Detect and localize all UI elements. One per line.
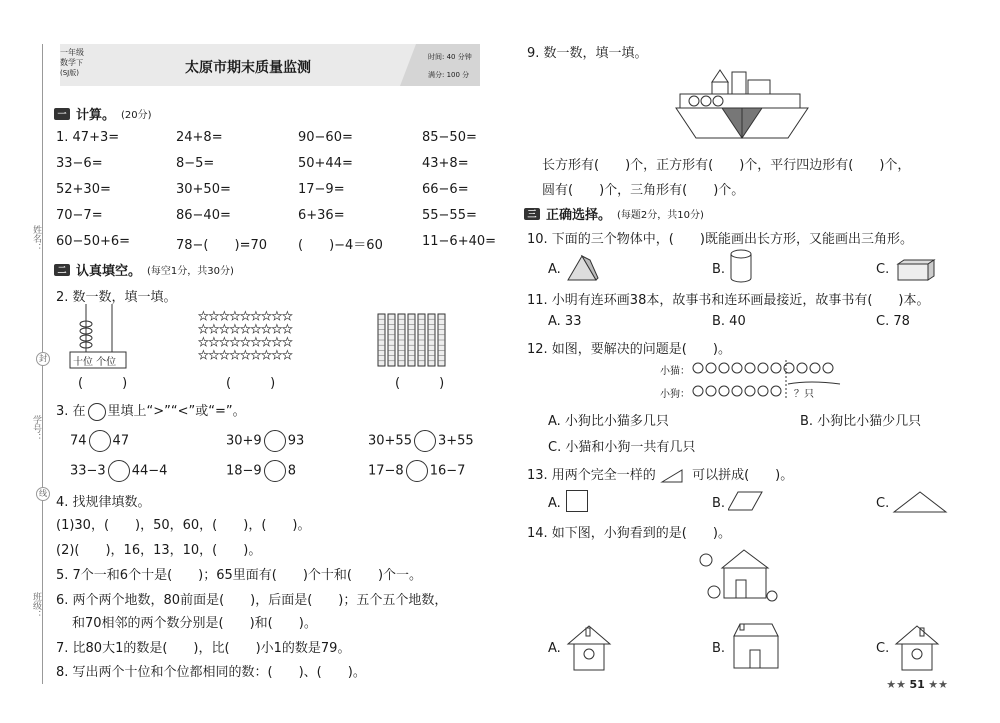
q10-option-b[interactable]: B. — [712, 262, 726, 277]
page-number-value: 51 — [909, 678, 925, 691]
q13-text — [527, 464, 793, 484]
q2-blank-3[interactable]: ( ) — [395, 376, 445, 391]
page-title: 太原市期末质量监测 — [185, 60, 311, 76]
compare-circle[interactable] — [264, 460, 286, 482]
section-icon: 二 — [54, 264, 70, 276]
dog-circle-icon — [771, 386, 781, 396]
q14-text: 14. 如下图，小狗看到的是( )。 — [527, 526, 731, 541]
score-info: 满分: 100 分 — [428, 71, 470, 79]
q3-right: 3+55 — [437, 433, 474, 449]
q3-compare-item — [70, 460, 167, 482]
q5-text[interactable]: 5. 7个一和6个十是( )；65里面有( )个十和( )个一。 — [56, 568, 423, 583]
q13-option-b[interactable]: B. — [712, 496, 726, 511]
triangle-shape-icon — [892, 490, 948, 514]
cat-circle-icon — [719, 363, 729, 373]
star-icon: ★ — [208, 348, 220, 362]
q3-text-a: 3. 在 — [56, 404, 86, 419]
q3-compare-item — [70, 430, 129, 452]
abacus-label: 十位 个位 — [73, 357, 117, 368]
circle-icon — [88, 403, 106, 421]
q12-cat-label: 小猫： — [660, 366, 690, 377]
q10-option-a[interactable]: A. — [548, 262, 561, 277]
q11-option-c[interactable]: C. 78 — [876, 314, 910, 329]
cuboid-icon — [896, 258, 936, 282]
compare-circle[interactable] — [89, 430, 111, 452]
q3-right: 8 — [287, 463, 296, 479]
q1-item[interactable]: 60−50+6= — [56, 234, 131, 249]
q1-item[interactable]: 50+44= — [298, 156, 353, 171]
dog-circle-icon — [758, 386, 768, 396]
star-icon: ★ — [261, 322, 272, 336]
q12-option-b[interactable]: B. 小狗比小猫少几只 — [800, 414, 922, 429]
q2-blank-2[interactable]: ( ) — [226, 376, 276, 391]
brace-line — [788, 382, 840, 384]
star-icon: ★ — [208, 309, 220, 323]
star-icon: ★ — [250, 309, 262, 323]
q13-text-a: 13. 用两个完全一样的 — [527, 468, 656, 483]
q3-left: 17−8 — [368, 463, 404, 479]
house-with-animals-figure — [692, 546, 782, 608]
name-label: 姓名： — [31, 225, 41, 252]
q3-compare-item — [226, 460, 296, 482]
star-icon: ★ — [219, 309, 230, 323]
edition: (SJ版) — [60, 69, 79, 77]
section-3-note: (每题2分，共10分) — [617, 210, 704, 221]
q3-text — [56, 400, 246, 421]
house-front-view-b-icon — [732, 620, 780, 672]
q13-option-a[interactable]: A. — [548, 496, 561, 511]
cube-sticks-figure — [376, 310, 456, 370]
star-icon: ★ — [229, 335, 241, 349]
star-icon: ★ — [282, 309, 293, 323]
parallelogram-icon — [728, 490, 764, 512]
star-icon: ★ — [198, 322, 209, 336]
star-icon: ★ — [271, 335, 283, 349]
star-icon: ★ — [208, 335, 220, 349]
section-icon: 一 — [54, 108, 70, 120]
section-3-title: 正确选择。 — [546, 208, 612, 223]
star-icon: ★ — [219, 335, 230, 349]
q4-line1[interactable]: (1)30，( )，50，60，( )，( )。 — [56, 518, 311, 533]
q1-item[interactable]: 70−7= — [56, 208, 103, 223]
q3-left: 30+55 — [368, 433, 412, 449]
dog-circle-icon — [719, 386, 729, 396]
class-label: 班级： — [31, 592, 41, 619]
q1-item[interactable]: 17−9= — [298, 182, 345, 197]
q1-item[interactable]: 66−6= — [422, 182, 469, 197]
star-icon: ★ — [250, 348, 262, 362]
star-icon: ★ — [250, 322, 262, 336]
compare-circle[interactable] — [406, 460, 428, 482]
star-icon: ★ — [261, 309, 272, 323]
q12-diagram — [690, 358, 850, 400]
q7-text[interactable]: 7. 比80大1的数是( )，比( )小1的数是79。 — [56, 641, 351, 656]
star-icon: ★ — [282, 348, 293, 362]
q1-item[interactable]: 30+50= — [176, 182, 231, 197]
q1-item[interactable]: 24+8= — [176, 130, 223, 145]
q1-item[interactable]: ( )−4＝60 — [298, 238, 383, 253]
q3-right: 93 — [287, 433, 305, 449]
star-icon: ★ — [261, 335, 272, 349]
star-icon: ★ — [240, 309, 251, 323]
triangular-prism-icon — [566, 252, 600, 282]
cat-circle-icon — [706, 363, 716, 373]
dog-circle-icon — [732, 386, 742, 396]
q9-text: 9. 数一数，填一填。 — [527, 46, 648, 61]
q9-line2[interactable]: 圆有( )个，三角形有( )个。 — [542, 183, 745, 198]
q6-text-b[interactable]: 和70相邻的两个数分别是( )和( )。 — [72, 616, 317, 631]
q3-right: 44−4 — [131, 463, 168, 479]
stars-figure — [196, 308, 296, 370]
q12-option-a[interactable]: A. 小狗比小猫多几只 — [548, 414, 669, 429]
q12-text: 12. 如图，要解决的问题是( )。 — [527, 342, 731, 357]
compare-circle[interactable] — [264, 430, 286, 452]
q10-text: 10. 下面的三个物体中，( )既能画出长方形，又能画出三角形。 — [527, 232, 913, 247]
star-icon: ★ — [240, 322, 251, 336]
star-icon: ★ — [219, 348, 230, 362]
cat-circle-icon — [810, 363, 820, 373]
star-icon: ★ — [219, 322, 230, 336]
q3-text-b: 里填上“>”“<”或“=”。 — [107, 404, 246, 419]
star-icon: ★ — [208, 322, 220, 336]
q1-item[interactable]: 52+30= — [56, 182, 111, 197]
star-icon: ★ — [198, 309, 209, 323]
q14-option-b[interactable]: B. — [712, 641, 726, 656]
q1-item[interactable]: 1. 47+3= — [56, 130, 120, 145]
section-3-heading — [524, 204, 704, 223]
q1-item[interactable]: 90−60= — [298, 130, 353, 145]
section-1-note: (20分) — [121, 110, 152, 121]
q12-dog-label: 小狗： — [660, 389, 690, 400]
q1-item[interactable]: 85−50= — [422, 130, 477, 145]
square-shape-icon — [566, 490, 588, 512]
dog-circle-icon — [745, 386, 755, 396]
section-2-title: 认真填空。 — [76, 264, 142, 279]
star-icon: ★ — [271, 348, 283, 362]
star-icon: ★ — [271, 322, 283, 336]
ship-figure — [672, 62, 812, 142]
star-icon: ★ — [198, 348, 209, 362]
q2-blank-1[interactable]: ( ) — [78, 376, 128, 391]
star-icon: ★ — [261, 348, 272, 362]
star-icon: ★ — [240, 348, 251, 362]
q12-question-mark: ？只 — [794, 389, 814, 400]
section-1-heading — [54, 104, 152, 123]
star-icon: ★ — [229, 348, 241, 362]
page-number: ★★ 51 ★★ — [886, 678, 948, 691]
q8-text[interactable]: 8. 写出两个十位和个位都相同的数：( )、( )。 — [56, 665, 366, 680]
q2-text: 2. 数一数，填一填。 — [56, 290, 177, 305]
seal-mark-2: 线 — [36, 487, 50, 501]
id-label: 学号： — [31, 415, 41, 442]
house-side-view-c-icon — [894, 622, 940, 672]
q3-left: 18−9 — [226, 463, 262, 479]
section-1-title: 计算。 — [76, 108, 116, 123]
q1-item[interactable]: 78−( )=70 — [176, 238, 268, 253]
cat-circle-icon — [693, 363, 703, 373]
right-triangle-icon — [660, 468, 688, 484]
section-icon: 三 — [524, 208, 540, 220]
cat-circle-icon — [797, 363, 807, 373]
cat-circle-icon — [758, 363, 768, 373]
star-icon: ★ — [240, 335, 251, 349]
q11-option-b[interactable]: B. 40 — [712, 314, 746, 329]
star-icon: ★ — [198, 335, 209, 349]
q10-option-c[interactable]: C. — [876, 262, 890, 277]
dog-circle-icon — [693, 386, 703, 396]
dog-circle-icon — [706, 386, 716, 396]
time-info: 时间: 40 分钟 — [428, 53, 472, 61]
cat-circle-icon — [732, 363, 742, 373]
q11-text: 11. 小明有连环画38本，故事书和连环画最接近，故事书有( )本。 — [527, 293, 930, 308]
q1-item[interactable]: 43+8= — [422, 156, 469, 171]
q3-compare-item — [368, 430, 474, 452]
compare-circle[interactable] — [414, 430, 436, 452]
q1-item[interactable]: 86−40= — [176, 208, 231, 223]
star-icon: ★ — [282, 322, 293, 336]
q3-compare-item — [226, 430, 304, 452]
section-2-heading — [54, 260, 234, 279]
q4-text: 4. 找规律填数。 — [56, 495, 151, 510]
cylinder-icon — [728, 248, 754, 284]
star-icon: ★ — [282, 335, 293, 349]
q3-left: 74 — [70, 433, 87, 449]
subject: 数学 — [60, 58, 76, 67]
cat-circle-icon — [823, 363, 833, 373]
q3-right: 16−7 — [429, 463, 466, 479]
cat-circle-icon — [771, 363, 781, 373]
q1-item[interactable]: 55−55= — [422, 208, 477, 223]
q11-option-a[interactable]: A. 33 — [548, 314, 582, 329]
star-icon: ★ — [250, 335, 262, 349]
star-icon: ★ — [229, 322, 241, 336]
q9-line1[interactable]: 长方形有( )个，正方形有( )个，平行四边形有( )个， — [542, 158, 911, 173]
house-side-view-a-icon — [566, 622, 612, 672]
q1-item[interactable]: 8−5= — [176, 156, 215, 171]
q3-left: 30+9 — [226, 433, 262, 449]
grade: 一年级 — [60, 48, 84, 57]
seal-mark-1: 封 — [36, 352, 50, 366]
q1-item[interactable]: 6+36= — [298, 208, 345, 223]
q13-text-b: 可以拼成( )。 — [692, 468, 794, 483]
q6-text-a[interactable]: 6. 两个两个地数，80前面是( )，后面是( )；五个五个地数， — [56, 593, 448, 608]
q4-line2[interactable]: (2)( )，16，13，10，( )。 — [56, 543, 262, 558]
q3-right: 47 — [112, 433, 130, 449]
q13-option-c[interactable]: C. — [876, 496, 890, 511]
compare-circle[interactable] — [108, 460, 130, 482]
q14-option-a[interactable]: A. — [548, 641, 561, 656]
q14-option-c[interactable]: C. — [876, 641, 890, 656]
star-icon: ★ — [271, 309, 283, 323]
q12-option-c[interactable]: C. 小猫和小狗一共有几只 — [548, 440, 696, 455]
cat-circle-icon — [745, 363, 755, 373]
q1-item[interactable]: 11−6+40= — [422, 234, 497, 249]
star-icon: ★ — [229, 309, 241, 323]
header-grade-block — [60, 48, 84, 78]
subject-sub: 下 — [76, 59, 83, 67]
q3-compare-item — [368, 460, 465, 482]
section-2-note: (每空1分，共30分) — [147, 266, 234, 277]
q1-item[interactable]: 33−6= — [56, 156, 103, 171]
q3-left: 33−3 — [70, 463, 106, 479]
